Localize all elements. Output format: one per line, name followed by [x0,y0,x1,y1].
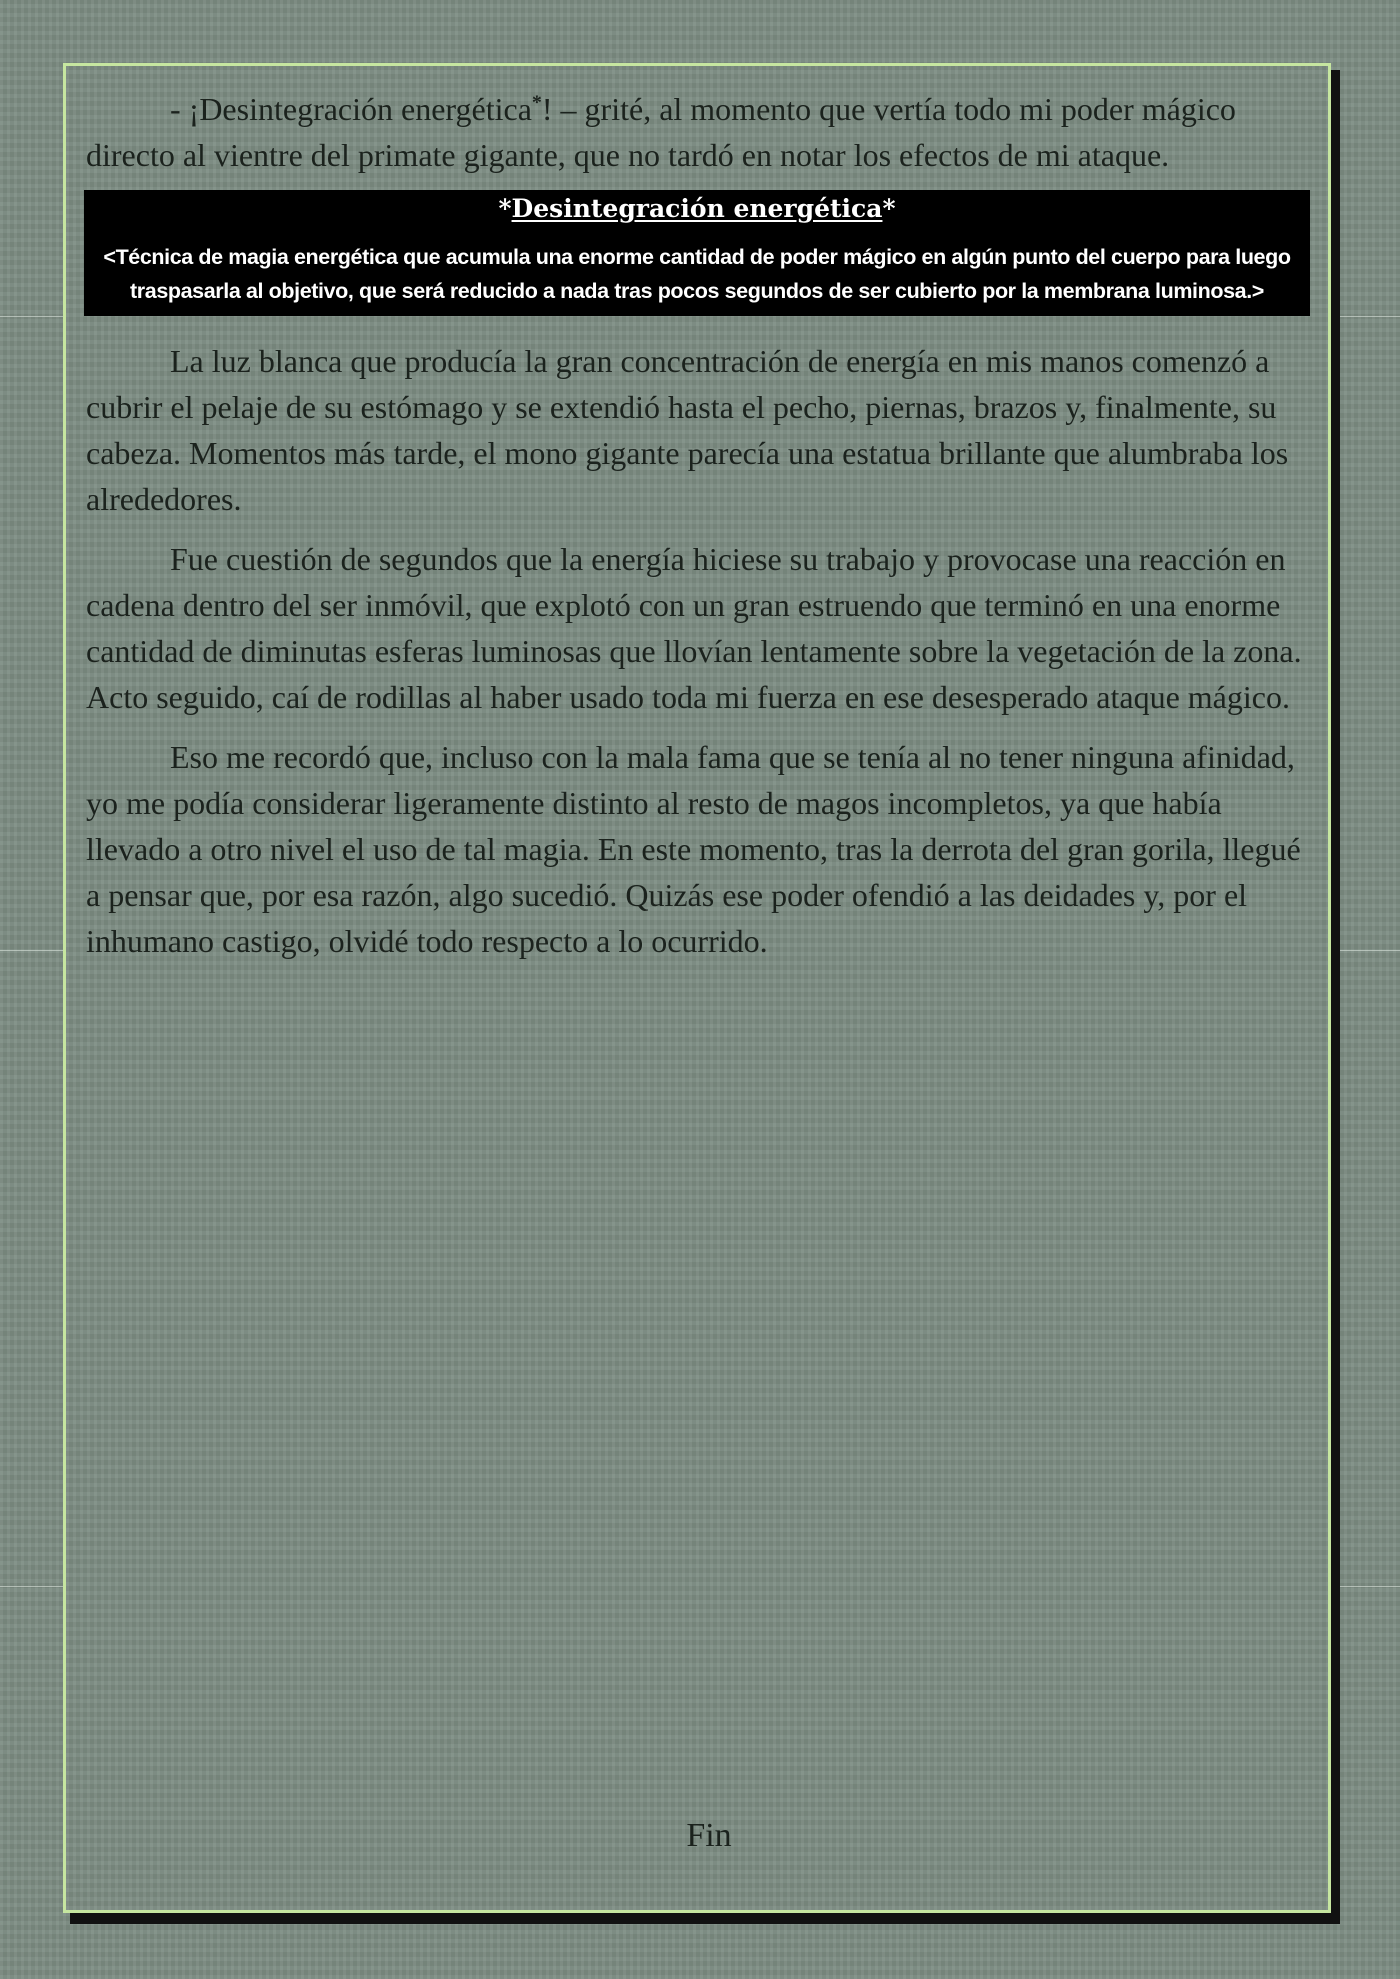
dialogue-start: - ¡Desintegración energética [170,91,532,127]
infobox-description: <Técnica de magia energética que acumula una enorme cantidad de poder mágico en algún punto del cuerpo para luego traspasarla al objetivo, que será reducido a nada tras pocos segundos de ser cubierto por la membrana luminosa.> [103,245,1291,303]
infobox-title-prefix: * [498,194,512,223]
infobox-title-suffix: * [882,194,896,223]
infobox-title [102,192,1292,226]
infobox-title-text: Desintegración energética [511,194,883,223]
page-frame [63,63,1331,1913]
technique-infobox [84,190,1310,316]
closing-fin: Fin [686,1817,732,1854]
paragraph-light: La luz blanca que producía la gran concentración de energía en mis manos comenzó a cubrir el pelaje de su estómago y se extendió hasta el pecho, piernas, brazos y, finalmente, su cabeza. Momentos más tarde, el mono gigante parecía una estatua brillante que alumbraba los alrededores. [86,343,1289,517]
footnote-star: * [531,91,542,114]
page-content [86,86,1308,978]
paragraph-explosion: Fue cuestión de segundos que la energía hiciese su trabajo y provocase una reacción en cadena dentro del ser inmóvil, que explotó con un gran estruendo que terminó en una enorme cantidad de diminutas esferas luminosas que llovían lentamente sobre la vegetación de la zona. Acto seguido, caí de rodillas al haber usado toda mi fuerza en ese desesperado ataque mágico. [86,541,1302,715]
paragraph-reflection: Eso me recordó que, incluso con la mala fama que se tenía al no tener ninguna afinidad, yo me podía considerar ligeramente distinto al resto de magos incompletos, ya que había llevado a otro nivel el uso de tal magia. En este momento, tras la derrota del gran gorila, llegué a pensar que, por esa razón, algo sucedió. Quizás ese poder ofendió a las deidades y, por el inhumano castigo, olvidé todo respecto a lo ocurrido. [86,739,1301,959]
dialogue-rest: ! – grité, al momento que vertía todo mi poder mágico directo al vientre del primate gigante, que no tardó en notar los efectos de mi ataque. [86,91,1236,173]
paragraph-dialogue [86,86,1308,178]
